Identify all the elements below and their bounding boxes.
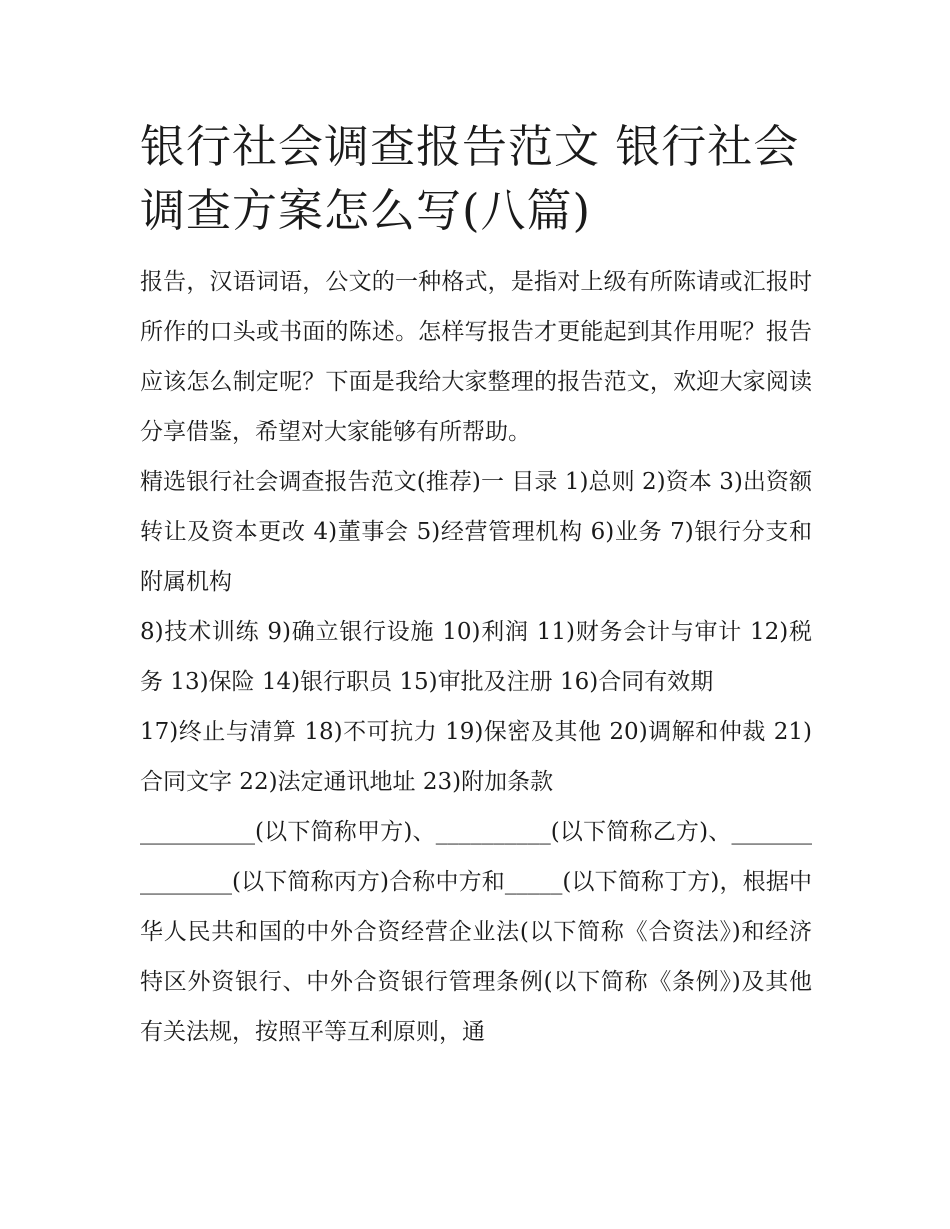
document-body [140,115,812,1057]
toc-paragraph-2: 8)技术训练 9)确立银行设施 10)利润 11)财务会计与审计 12)税务 13)保险 14)银行职员 15)审批及注册 16)合同有效期 [140,619,812,695]
contract-paragraph: __________(以下简称甲方)、__________(以下简称乙方)、_______________(以下简称丙方)合称中方和_____(以下简称丁方)，根据中华人民共和国的中外合资经营企业法(以下简称《合资法》)和经济特区外资银行、中外合资银行管理条例(以下简称《条例》)及其他有关法规，按照平等互利原则，通 [140,819,812,1045]
document-title: 银行社会调查报告范文 银行社会调查方案怎么写(八篇) [140,120,800,237]
intro-paragraph: 报告，汉语词语，公文的一种格式，是指对上级有所陈请或汇报时所作的口头或书面的陈述。怎样写报告才更能起到其作用呢？报告应该怎么制定呢？下面是我给大家整理的报告范文，欢迎大家阅读分享借鉴，希望对大家能够有所帮助。 [140,269,812,445]
toc-paragraph-1: 精选银行社会调查报告范文(推荐)一 目录 1)总则 2)资本 3)出资额转让及资本更改 4)董事会 5)经营管理机构 6)业务 7)银行分支和附属机构 [140,469,812,595]
toc-paragraph-3: 17)终止与清算 18)不可抗力 19)保密及其他 20)调解和仲裁 21)合同文字 22)法定通讯地址 23)附加条款 [140,719,812,795]
